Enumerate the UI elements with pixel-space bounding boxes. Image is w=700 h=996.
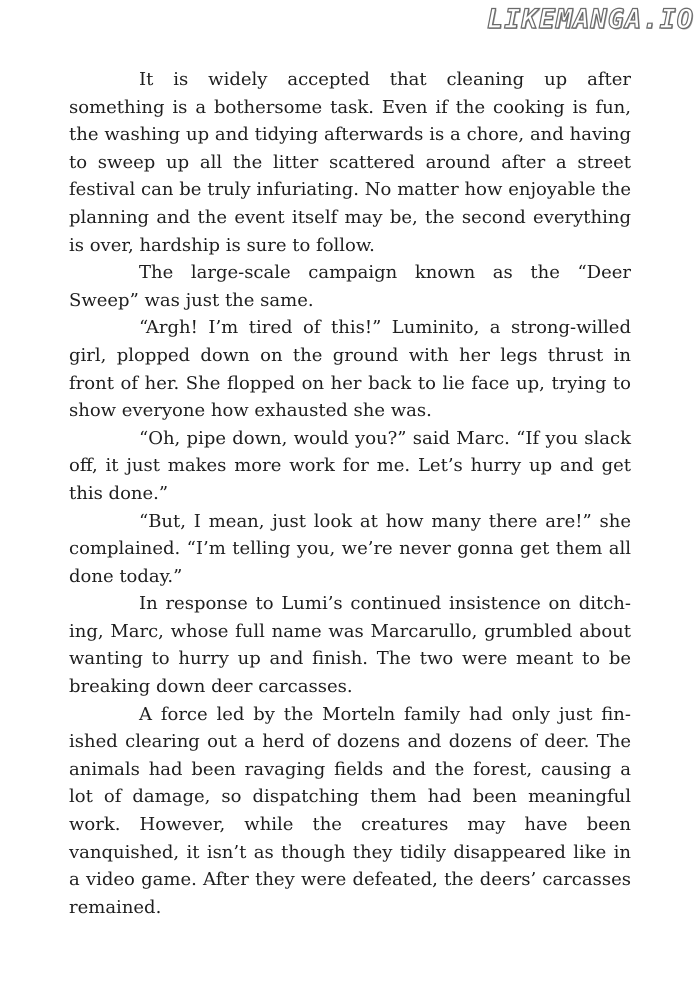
novel-page-text [69,66,631,921]
paragraph: “Argh! I’m tired of this!” Luminito, a strong-willed girl, plopped down on the ground with her legs thrust in front of her. She flopped on her back to lie face up, trying to show everyone how exhausted she was. [69,317,631,422]
site-watermark: LIKEMANGA.IO [486,4,694,35]
paragraph: “Oh, pipe down, would you?” said Marc. “If you slack off, it just makes more work for me. Let’s hurry up and get this done.” [69,427,631,504]
paragraph: The large-scale campaign known as the “Deer Sweep” was just the same. [69,262,631,311]
paragraph: In response to Lumi’s continued insistence on ditching, Marc, whose full name was Marcarullo, grumbled about wanting to hurry up and finish. The two were meant to be breaking down deer carcasses. [69,593,631,698]
paragraph: “But, I mean, just look at how many there are!” she complained. “I’m telling you, we’re never gonna get them all done today.” [69,510,631,587]
paragraph: A force led by the Morteln family had only just finished clearing out a herd of dozens and dozens of deer. The animals had been ravaging fields and the forest, causing a lot of damage, so dispatching them had been meaningful work. However, while the creatures may have been vanquished, it isn’t as though they tidily disappeared like in a video game. After they were defeated, the deers’ carcasses remained. [69,703,631,918]
paragraph: It is widely accepted that cleaning up after something is a bothersome task. Even if the cooking is fun, the washing up and tidying afterwards is a chore, and having to sweep up all the litter scattered around after a street festival can be truly infuriating. No matter how enjoyable the planning and the event itself may be, the second everything is over, hardship is sure to follow. [69,69,631,256]
